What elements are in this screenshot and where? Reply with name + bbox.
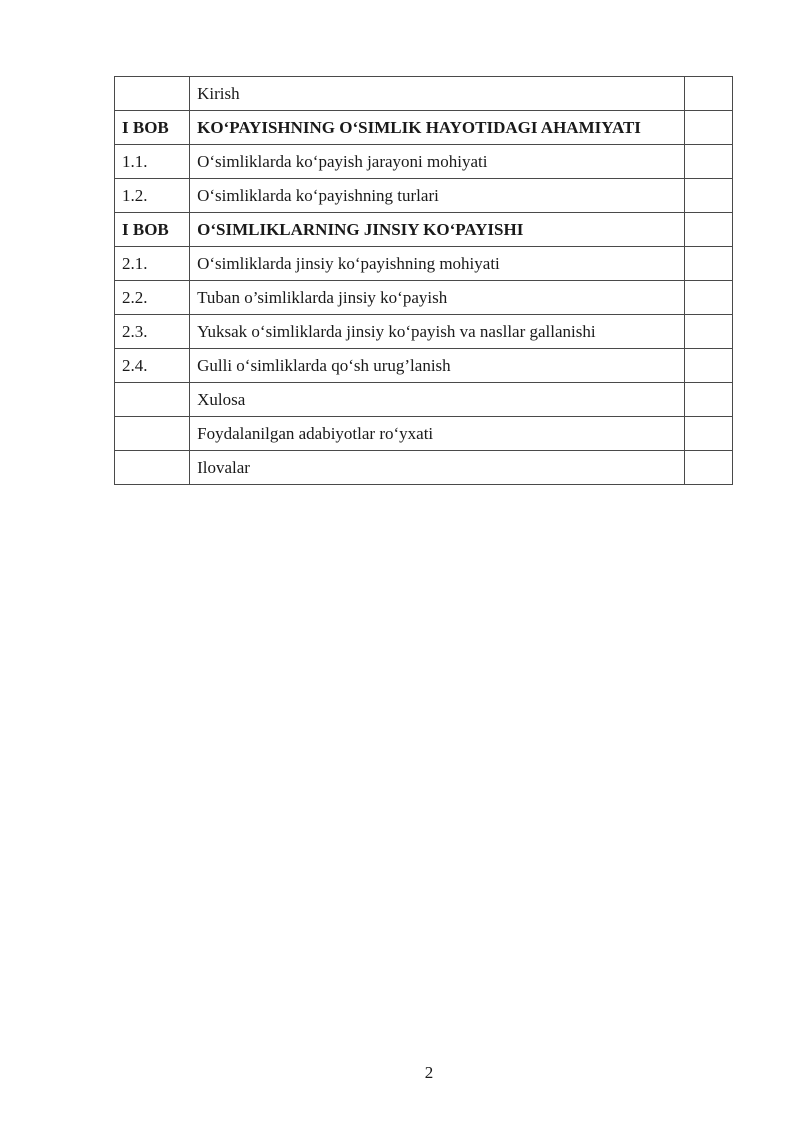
section-title: O‘simliklarda jinsiy ko‘payishning mohiyati (190, 247, 685, 281)
section-page (684, 179, 732, 213)
section-number: 2.2. (115, 281, 190, 315)
section-title: KO‘PAYISHNING O‘SIMLIK HAYOTIDAGI AHAMIYATI (190, 111, 685, 145)
section-page (684, 145, 732, 179)
section-page (684, 417, 732, 451)
section-title: O‘SIMLIKLARNING JINSIY KO‘PAYISHI (190, 213, 685, 247)
section-title: O‘simliklarda ko‘payishning turlari (190, 179, 685, 213)
table-of-contents (114, 76, 733, 485)
section-title: Xulosa (190, 383, 685, 417)
section-page (684, 111, 732, 145)
section-page (684, 281, 732, 315)
section-title: Foydalanilgan adabiyotlar ro‘yxati (190, 417, 685, 451)
section-number: 1.2. (115, 179, 190, 213)
section-page (684, 383, 732, 417)
toc-row (115, 77, 733, 111)
section-page (684, 77, 732, 111)
toc-row (115, 451, 733, 485)
section-number: I BOB (115, 213, 190, 247)
section-number (115, 451, 190, 485)
page-number: 2 (424, 1063, 434, 1082)
section-number (115, 383, 190, 417)
section-page (684, 247, 732, 281)
section-title: O‘simliklarda ko‘payish jarayoni mohiyati (190, 145, 685, 179)
section-number: 1.1. (115, 145, 190, 179)
section-number (115, 417, 190, 451)
section-title: Yuksak o‘simliklarda jinsiy ko‘payish va nasllar gallanishi (190, 315, 685, 349)
section-page (684, 349, 732, 383)
toc-row (115, 383, 733, 417)
section-title: Gulli o‘simliklarda qo‘sh urug’lanish (190, 349, 685, 383)
section-number: 2.3. (115, 315, 190, 349)
section-title: Kirish (190, 77, 685, 111)
toc-row (115, 145, 733, 179)
section-title: Tuban o’simliklarda jinsiy ko‘payish (190, 281, 685, 315)
section-number: 2.1. (115, 247, 190, 281)
toc-row (115, 247, 733, 281)
section-page (684, 315, 732, 349)
section-number: 2.4. (115, 349, 190, 383)
toc-row (115, 349, 733, 383)
section-number (115, 77, 190, 111)
toc-row (115, 179, 733, 213)
section-page (684, 213, 732, 247)
section-page (684, 451, 732, 485)
section-number: I BOB (115, 111, 190, 145)
toc-row (115, 315, 733, 349)
toc-row (115, 417, 733, 451)
section-title: Ilovalar (190, 451, 685, 485)
toc-row (115, 213, 733, 247)
toc-row (115, 281, 733, 315)
toc-row (115, 111, 733, 145)
